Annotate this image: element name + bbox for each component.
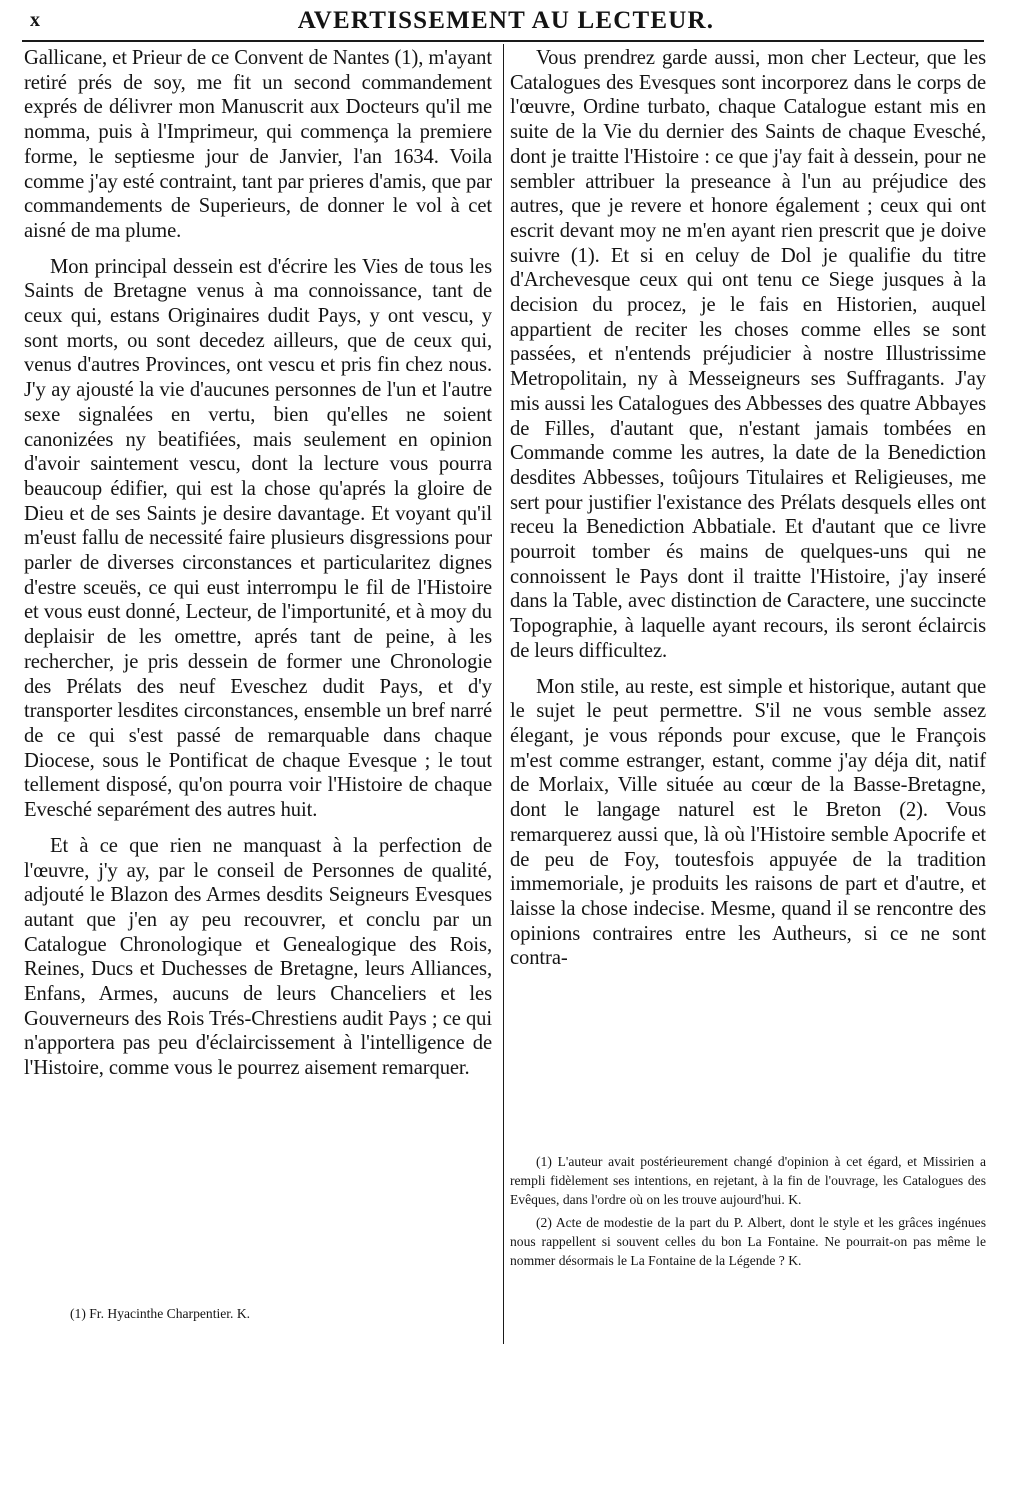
- footnote-left-1: (1) Fr. Hyacinthe Charpentier. K.: [70, 1306, 251, 1321]
- right-column: [510, 46, 986, 971]
- column-divider: [503, 44, 504, 1344]
- left-column: [24, 46, 492, 1081]
- page-header: [20, 6, 992, 42]
- running-title: AVERTISSEMENT AU LECTEUR.: [297, 7, 715, 34]
- header-rule: [22, 40, 984, 42]
- left-paragraph-2: Mon principal dessein est d'écrire les Vies de tous les Saints de Bretagne venus à ma connoissance, tant de ceux qui, estans Originaires dudit Pays, y ont vescu, y sont morts, ou sont decedez ailleurs, que de ceux qui, venus d'autres Provinces, ont vescu et pris fin chez nous. J'y ay ajousté la vie d'aucunes personnes de l'un et l'autre sexe signalées en vertu, bien qu'elles ne soient canonizées ny beatifiées, mais seulement en opinion d'avoir saintement vescu, dont la lecture vous pourra beaucoup édifier, qui est la chose qu'aprés la gloire de Dieu et de ses Saints je desire davantage. Et voyant qu'il m'eust fallu de necessité faire plusieurs disgressions pour parler de diverses circonstances et particularitez dignes d'estre sceuës, ce qui eust interrompu le fil de l'Histoire et vous eust donné, Lecteur, de l'importunité, et à moy du deplaisir de les omettre, aprés tant de peine, à les rechercher, je pris dessein de former une Chronologie des Prélats des neuf Eveschez dudit Pays, et d'y transporter lesdites circonstances, ensemble un bref narré de ce qui s'est passé de remarquable dans chaque Diocese, sous le Pontificat de chaque Evesque ; le tout tellement disposé, qu'on pourra voir l'Histoire de chaque Evesché separément des autres huit.: [24, 255, 492, 822]
- left-paragraph-3: Et à ce que rien ne manquast à la perfection de l'œuvre, j'y ay, par le conseil de Personnes de qualité, adjouté le Blazon des Armes desdits Seigneurs Evesques autant que j'en ay peu recouvrer, et conclu par un Catalogue Chronologique et Genealogique des Rois, Reines, Ducs et Duchesses de Bretagne, leurs Alliances, Enfans, Armes, aucuns de leurs Chanceliers et les Gouverneurs des Rois Trés-Chrestiens audit Pays ; ce qui n'apportera pas peu d'éclaircissement à l'intelligence de l'Histoire, comme vous le pourrez aisement remarquer.: [24, 834, 492, 1080]
- right-paragraph-1: Vous prendrez garde aussi, mon cher Lecteur, que les Catalogues des Evesques sont incorporez dans le corps de l'œuvre, Ordine turbato, chaque Catalogue estant mis en suite de la Vie du dernier des Saints de chaque Evesché, dont je traitte l'Histoire : ce que j'ay fait à dessein, pour ne sembler attribuer la preseance à l'un au préjudice des autres, que je revere et honore également ; ceux qui ont escrit devant moy ne m'en ayant rien prescrit que je doive suivre (1). Et si en celuy de Dol je qualifie du titre d'Archevesque ceux qui ont tenu ce Siege jusques à la decision du procez, je le fais en Historien, auquel appartient de reciter les choses comme elles se sont passées, et n'entends préjudicier à nostre Illustrissime Metropolitain, ny à Messeigneurs ses Suffragants. J'ay mis aussi les Catalogues des Abbesses des quatre Abbayes de Filles, d'autant que, n'estant jamais tombées en Commande comme les autres, la date de la Benediction desdites Abbesses, toûjours Titulaires et Religieuses, me sert pour justifier l'existance des Prélats desquels elles ont receu la Benediction Abbatiale. Et d'autant que ce livre pourroit tomber és mains de quelques-uns qui ne connoissent le Pays dont il traitte l'Histoire, j'ay inseré dans la Table, avec distinction de Caractere, une succincte Topographie, à laquelle ayant recours, ils seront éclaircis de leurs difficultez.: [510, 47, 986, 662]
- right-footnotes: [510, 1152, 986, 1270]
- left-paragraph-1: Gallicane, et Prieur de ce Convent de Nantes (1), m'ayant retiré prés de soy, me fit un second commandement exprés de délivrer mon Manuscrit aux Docteurs qu'il me nomma, puis à l'Imprimeur, qui commença la premiere forme, le septiesme jour de Janvier, l'an 1634. Voila comme j'ay esté contraint, tant par prieres d'amis, que par commandements de Superieurs, de donner le vol à cet aisné de ma plume.: [24, 47, 492, 242]
- footnote-right-1: (1) L'auteur avait postérieurement changé d'opinion à cet égard, et Missirien a rempli fidèlement ses intentions, en rejetant, à la fin de l'ouvrage, les Catalogues des Evêques, dans l'ordre où on les trouve aujourd'hui. K.: [510, 1154, 986, 1207]
- footnote-right-2: (2) Acte de modestie de la part du P. Albert, dont le style et les grâces ingénues nous rappellent si souvent celles du bon La Fontaine. Ne pourrait-on pas même le nommer désormais le La Fontaine de la Légende ? K.: [510, 1215, 986, 1268]
- right-paragraph-2: Mon stile, au reste, est simple et historique, autant que le sujet le peut permettre. S'il ne vous semble assez élegant, je vous réponds pour excuse, que le François m'est comme estranger, estant, comme j'ay déja dit, natif de Morlaix, Ville située au cœur de la Basse-Bretagne, dont le langage naturel est le Breton (2). Vous remarquerez aussi que, là où l'Histoire semble Apocrife et de peu de Foy, toutesfois appuyée de la tradition immemoriale, je produits les raisons de part et d'autre, et laisse la chose indecise. Mesme, quand il se rencontre des opinions contraires entre les Autheurs, si ce ne sont contra-: [510, 675, 986, 970]
- page-number: x: [30, 9, 41, 31]
- left-footnotes: [44, 1304, 464, 1323]
